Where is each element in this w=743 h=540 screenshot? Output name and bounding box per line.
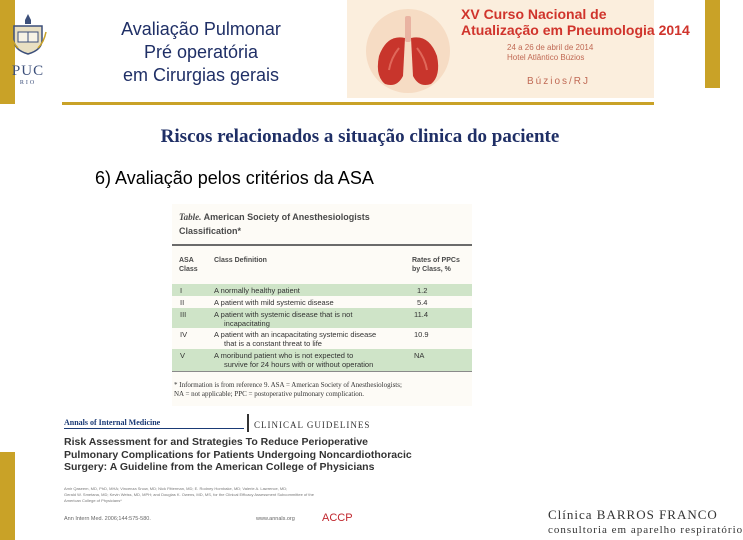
- authors-line-3: American College of Physicians*: [64, 498, 122, 503]
- col-header-rates: [412, 256, 460, 274]
- row-definition: A patient with systemic disease that is not: [214, 310, 353, 319]
- authors-line-1: Amir Qaseem, MD, PhD, MHA; Vincenza Snow, MD; Nick Fitterman, MD; E. Rodney Hornbake, MD; Valerie A. Lawrence, MD;: [64, 486, 288, 491]
- col-header-rates-line2: by Class, %: [412, 266, 451, 273]
- row-rate: 10.9: [414, 330, 429, 339]
- logo-subtext: RIO: [19, 80, 37, 86]
- right-gold-bar-top: [705, 0, 720, 88]
- article-title-line-1: Risk Assessment for and Strategies To Reduce Perioperative: [64, 436, 369, 448]
- row-class: IV: [180, 330, 188, 339]
- row-class: V: [180, 351, 186, 360]
- asa-classification-table: [172, 204, 472, 406]
- row-class: III: [180, 310, 187, 319]
- journal-name: Annals of Internal Medicine: [64, 418, 161, 427]
- table-row: [172, 308, 472, 328]
- table-title-tag: Table.: [179, 212, 202, 222]
- banner-line-1: XV Curso Nacional de: [461, 6, 607, 22]
- row-rate: 1.2: [417, 286, 428, 295]
- title-line-2: Pré operatória: [143, 42, 259, 62]
- table-row: [172, 284, 472, 296]
- lungs-icon: [365, 8, 451, 94]
- header-divider: [62, 102, 654, 105]
- col-header-asa-line1: ASA: [179, 257, 194, 264]
- table-title-main: American Society of Anesthesiologists: [203, 212, 370, 222]
- article-authors: [64, 486, 314, 504]
- section-subheading: 6) Avaliação pelos critérios da ASA: [95, 168, 374, 188]
- col-header-rates-line1: Rates of PPCs: [412, 257, 460, 264]
- table-row: [172, 349, 472, 371]
- title-line-1: Avaliação Pulmonar: [121, 19, 281, 39]
- table-title: [179, 210, 370, 238]
- table-title-line-2: Classification*: [179, 226, 242, 236]
- row-definition-cont: survive for 24 hours with or without operation: [224, 360, 374, 369]
- row-definition: A normally healthy patient: [214, 286, 300, 295]
- banner-line-3: 24 a 26 de abril de 2014: [507, 43, 594, 52]
- section-heading: Riscos relacionados a situação clinica do paciente: [160, 126, 560, 147]
- col-header-class-definition: Class Definition: [214, 257, 267, 264]
- journal-underline: [64, 428, 244, 429]
- conference-banner: [347, 0, 690, 98]
- section-label: CLINICAL GUIDELINES: [254, 420, 371, 430]
- left-gold-bar-bottom: [0, 452, 15, 540]
- row-rate: 5.4: [417, 298, 428, 307]
- banner-line-5: Búzios/RJ: [527, 76, 591, 87]
- table-footnote-line-2: NA = not applicable; PPC = postoperative pulmonary complication.: [174, 390, 365, 398]
- accp-label: ACCP: [322, 512, 353, 524]
- row-rate: NA: [414, 351, 425, 360]
- table-footnote: [174, 381, 402, 399]
- article-citation: Ann Intern Med. 2006;144:575-580.: [64, 516, 151, 522]
- banner-line-4: Hotel Atlântico Búzios: [507, 53, 585, 62]
- row-definition: A patient with mild systemic disease: [214, 298, 334, 307]
- authors-line-2: Gerald W. Smetana, MD; Kevin Weiss, MD, MPH; and Douglas K. Owens, MD, MS, for the Clinical Efficacy Assessment Subcommittee of the: [64, 492, 314, 497]
- row-definition: A patient with an incapacitating systemic disease: [214, 330, 377, 339]
- row-class: II: [180, 298, 185, 307]
- table-row: [172, 328, 472, 349]
- table-bottom-rule: [172, 371, 472, 372]
- col-header-asa-class: [179, 256, 198, 274]
- table-rule: [172, 244, 472, 246]
- row-definition: A moribund patient who is not expected to: [214, 351, 354, 360]
- article-title-line-2: Pulmonary Complications for Patients Undergoing Noncardiothoracic: [64, 448, 412, 461]
- row-definition-cont: that is a constant threat to life: [224, 339, 322, 348]
- row-class: I: [180, 286, 183, 295]
- table-footnote-line-1: * Information is from reference 9. ASA = American Society of Anesthesiologists;: [174, 381, 402, 389]
- puc-logo: [4, 12, 52, 92]
- row-definition-cont: incapacitating: [224, 319, 270, 328]
- article-url: www.annals.org: [256, 516, 295, 522]
- article-title-line-3: Surgery: A Guideline from the American College of Physicians: [64, 461, 375, 473]
- col-header-asa-line2: Class: [179, 266, 198, 273]
- title-line-3: em Cirurgias gerais: [122, 65, 280, 85]
- table-row: [172, 296, 472, 308]
- row-rate: 11.4: [414, 310, 429, 319]
- university-crest-icon: [8, 12, 48, 56]
- logo-text: PUC: [11, 63, 45, 79]
- article-title: [64, 436, 412, 474]
- slide-title: [60, 18, 342, 87]
- clinic-subtitle: consultoria em aparelho respiratório: [548, 524, 743, 536]
- clinic-name: Clínica BARROS FRANCO: [548, 507, 718, 522]
- section-divider: [247, 414, 249, 432]
- banner-line-2: Atualização em Pneumologia 2014: [461, 22, 690, 38]
